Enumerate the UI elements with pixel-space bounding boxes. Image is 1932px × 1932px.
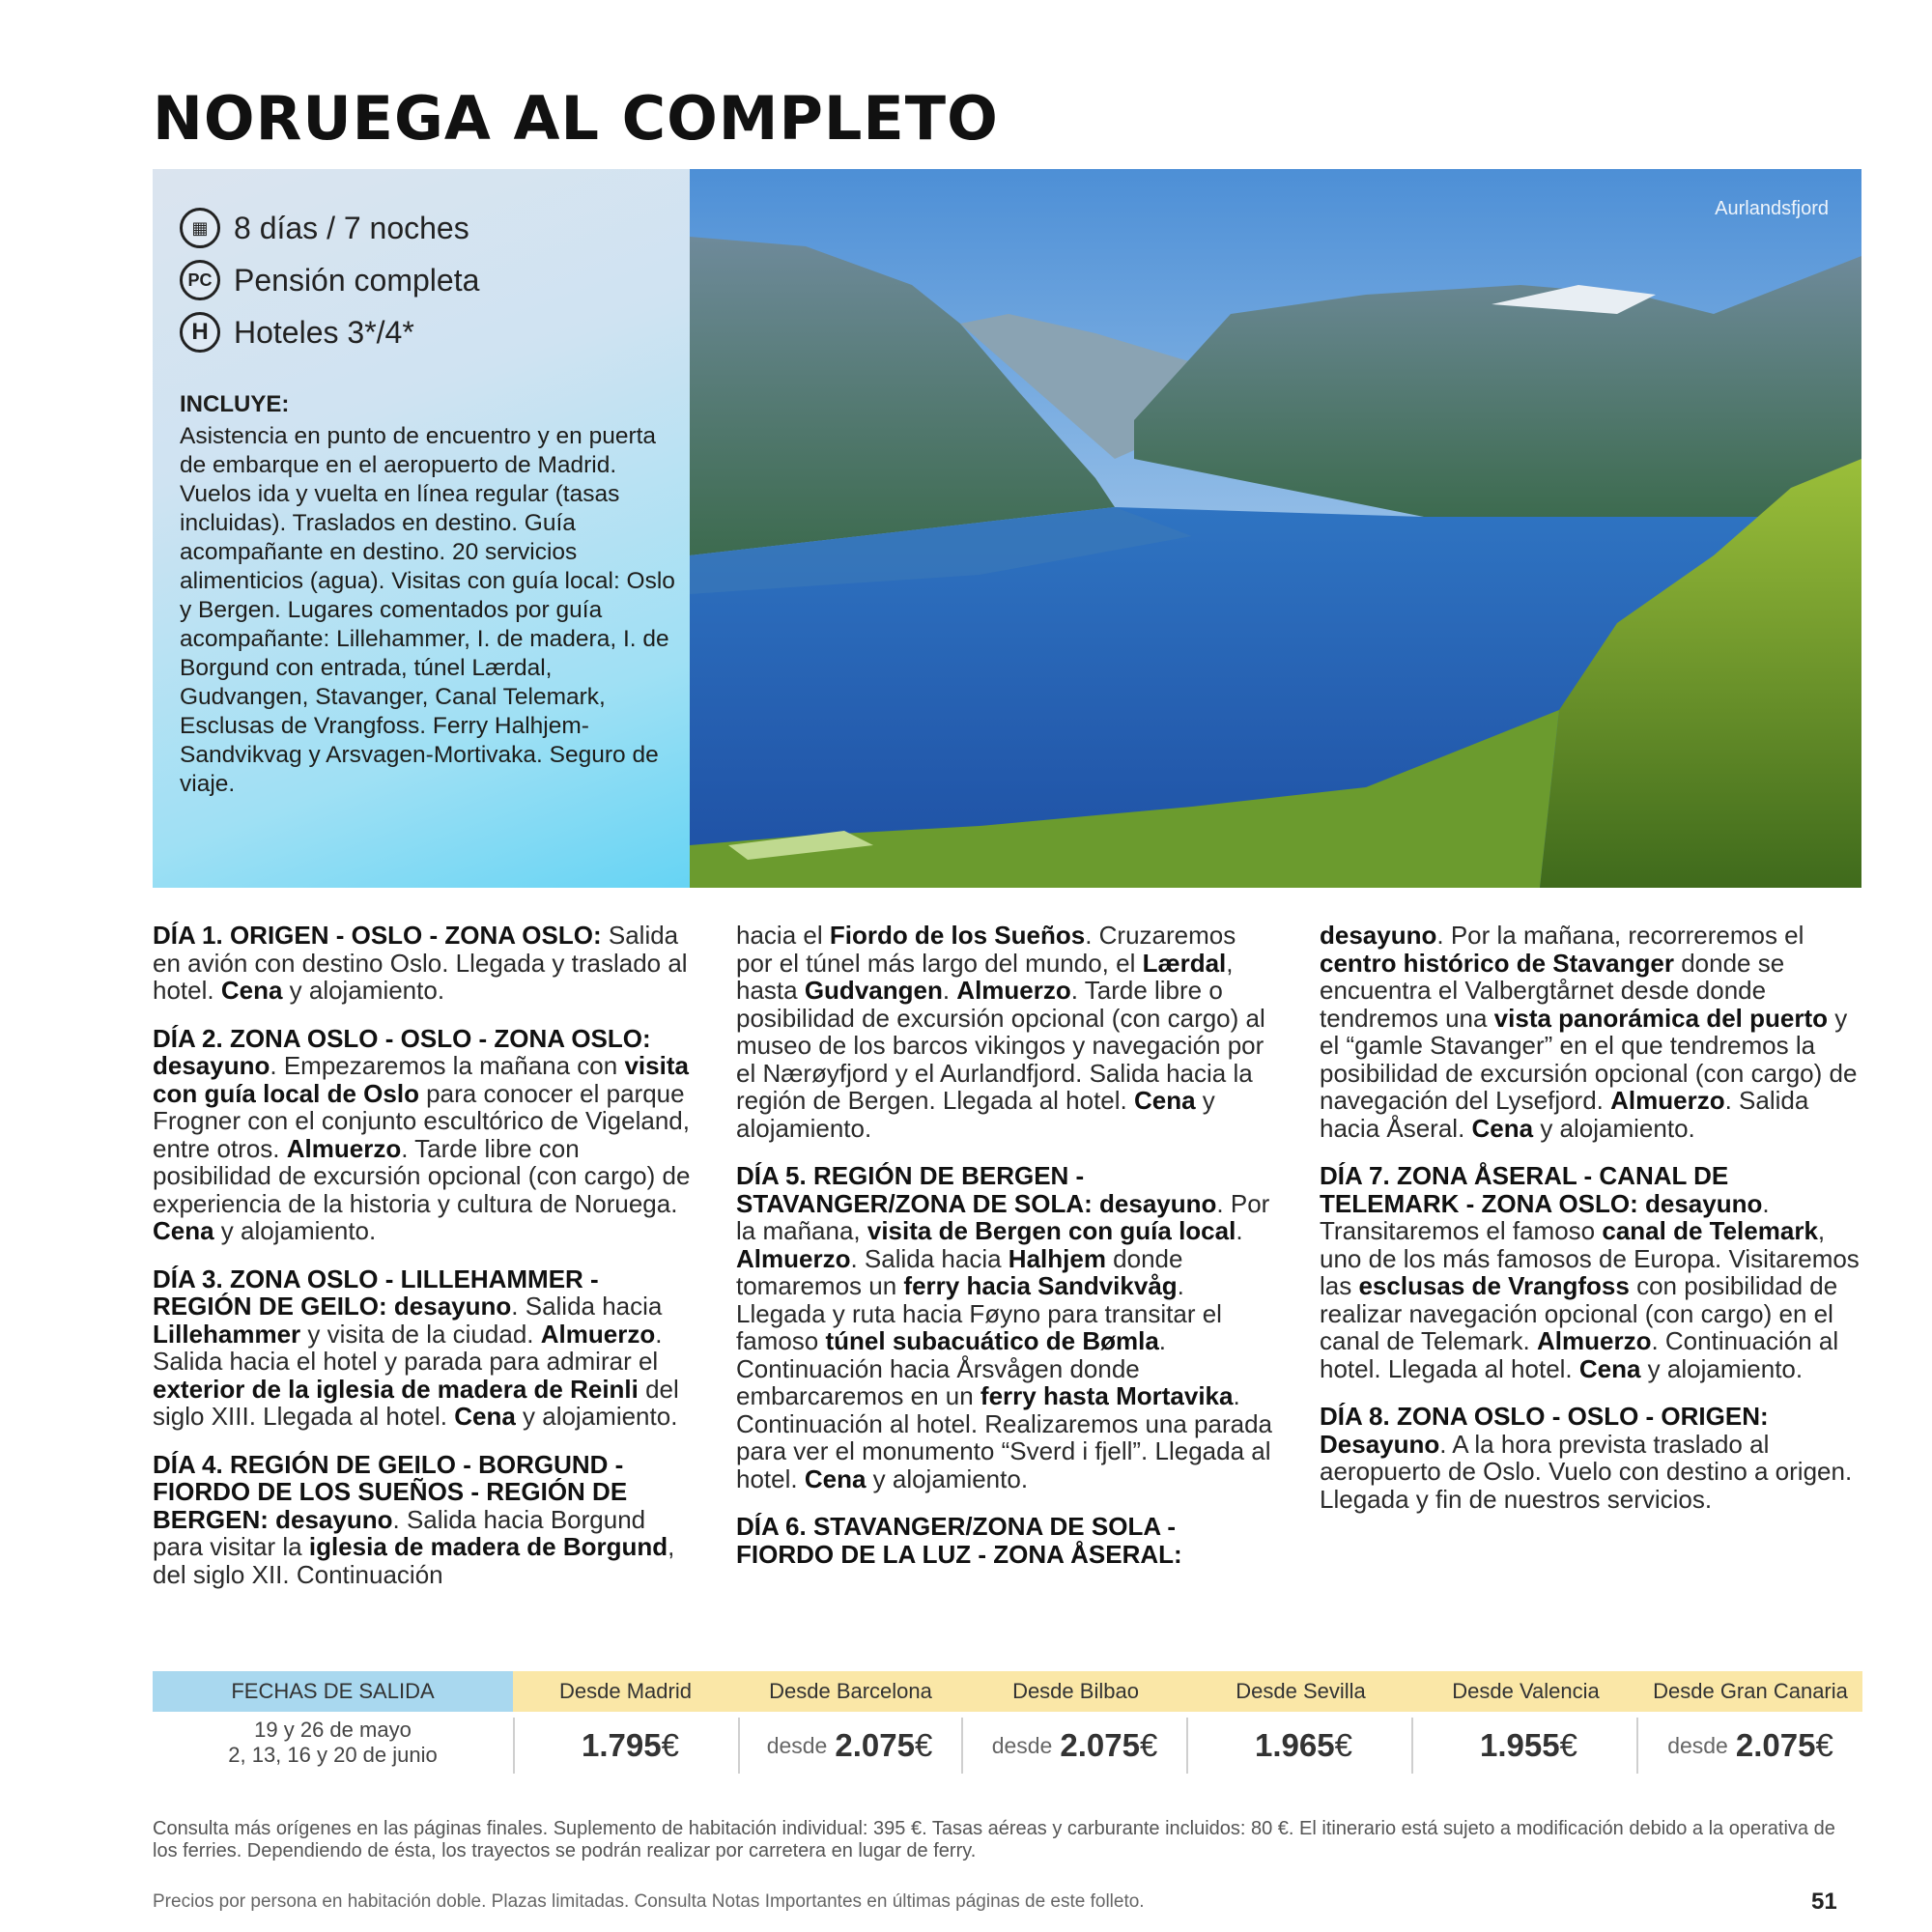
price-value: 1.795 [582,1727,662,1763]
city-header: Desde Bilbao [963,1671,1188,1712]
conditions-note: Consulta más orígenes en las páginas finales. Suplemento de habitación individual: 395 €. Tasas aéreas y carburante incluidos: 80 €. El itinerario está sujeto a modificación debido a la operativa de los ferries. Dependiendo de ésta, los trayectos se podrán realizar por carretera en lugar de ferry. [153,1818,1835,1861]
dates-header: FECHAS DE SALIDA [153,1671,513,1712]
price-value: 2.075 [1060,1727,1140,1763]
calendar-icon: ▦ [180,208,220,248]
price-prefix: desde [991,1732,1053,1758]
feature-hotels [180,312,414,353]
feature-label: Hoteles 3*/4* [234,314,414,350]
price-prefix: desde [766,1732,828,1758]
currency-symbol: € [914,1727,933,1763]
price-cell [738,1718,963,1774]
price-cell [1638,1718,1862,1774]
price-value: 2.075 [835,1727,915,1763]
price-cell [1413,1718,1638,1774]
hotel-icon: H [180,312,220,353]
currency-symbol: € [1815,1727,1833,1763]
trip-info-box [153,169,690,888]
feature-board [180,260,479,300]
dates-line-1: 19 y 26 de mayo [254,1718,412,1742]
city-header: Desde Madrid [513,1671,738,1712]
fjord-illustration [690,169,1861,888]
feature-label: 8 días / 7 noches [234,210,469,245]
photo-caption: Aurlandsfjord [1715,198,1829,219]
city-header: Desde Gran Canaria [1638,1671,1862,1712]
price-value: 2.075 [1735,1727,1816,1763]
itinerary-column-3: desayuno. Por la mañana, recorreremos el centro histórico de Stavanger donde se encuentra el Valbergtårnet desde donde tendremos una vista panorámica del puerto y el “gamle Stavanger” en el que tendremos la posibilidad de excursión opcional (con cargo) de navegación del Lysefjord. Almuerzo. Salida hacia Åseral. Cena y alojamiento. DÍA 7. ZONA ÅSERAL - CANAL DE TELEMARK - ZONA OSLO: desayuno. Transitaremos el famoso canal de Telemark, uno de los más famosos de Europa. Visitaremos las esclusas de Vrangfoss con posibilidad de realizar navegación opcional (con cargo) en el canal de Telemark. Almuerzo. Continuación al hotel. Llegada al hotel. Cena y alojamiento. DÍA 8. ZONA OSLO - OSLO - ORIGEN: Desayuno. A la hora prevista traslado al aeropuerto de Oslo. Vuelo con destino a origen. Llegada y fin de nuestros servicios. [1320,921,1860,1514]
currency-symbol: € [1334,1727,1352,1763]
price-value: 1.965 [1255,1727,1335,1763]
city-header: Desde Barcelona [738,1671,963,1712]
price-prefix: desde [1667,1732,1728,1758]
price-cell [515,1718,740,1774]
feature-label: Pensión completa [234,262,480,298]
currency-symbol: € [661,1727,679,1763]
city-header: Desde Valencia [1413,1671,1638,1712]
feature-duration [180,208,469,248]
dates-line-2: 2, 13, 16 y 20 de junio [228,1743,438,1767]
price-value: 1.955 [1480,1727,1560,1763]
page-number: 51 [1811,1889,1837,1915]
currency-symbol: € [1139,1727,1158,1763]
price-table [153,1671,1862,1777]
itinerary-column-1: DÍA 1. ORIGEN - OSLO - ZONA OSLO: Salida en avión con destino Oslo. Llegada y traslado al hotel. Cena y alojamiento. DÍA 2. ZONA OSLO - OSLO - ZONA OSLO: desayuno. Empezaremos la mañana con visita con guía local de Oslo para conocer el parque Frogner con el conjunto escultórico de Vigeland, entre otros. Almuerzo. Tarde libre con posibilidad de excursión opcional (con cargo) de experiencia de la historia y cultura de Noruega. Cena y alojamiento. DÍA 3. ZONA OSLO - LILLEHAMMER - REGIÓN DE GEILO: desayuno. Salida hacia Lillehammer y visita de la ciudad. Almuerzo. Salida hacia el hotel y parada para admirar el exterior de la iglesia de madera de Reinli del siglo XIII. Llegada al hotel. Cena y alojamiento. DÍA 4. REGIÓN DE GEILO - BORGUND - FIORDO DE LOS SUEÑOS - REGIÓN DE BERGEN: desayuno. Salida hacia Borgund para visitar la iglesia de madera de Borgund, del siglo XII. Continuación [153,921,691,1589]
page-title: NORUEGA AL COMPLETO [153,83,999,154]
includes-text: Asistencia en punto de encuentro y en puerta de embarque en el aeropuerto de Madrid. Vuelos ida y vuelta en línea regular (tasas incluidas). Traslados en destino. Guía acompañante en destino. 20 servicios alimenticios (agua). Visitas con guía local: Oslo y Bergen. Lugares comentados por guía acompañante: Lillehammer, I. de madera, I. de Borgund con entrada, túnel Lærdal, Gudvangen, Stavanger, Canal Telemark, Esclusas de Vrangfoss. Ferry Halhjem-Sandvikvag y Arsvagen-Mortivaka. Seguro de viaje. [180,423,675,797]
city-header: Desde Sevilla [1188,1671,1413,1712]
fjord-photo [690,169,1861,888]
itinerary-column-2: hacia el Fiordo de los Sueños. Cruzaremos por el túnel más largo del mundo, el Lærdal, hasta Gudvangen. Almuerzo. Tarde libre o posibilidad de excursión opcional (con cargo) al museo de los barcos vikingos y navegación por el Nærøyfjord y el Aurlandfjord. Salida hacia la región de Bergen. Llegada al hotel. Cena y alojamiento. DÍA 5. REGIÓN DE BERGEN - STAVANGER/ZONA DE SOLA: desayuno. Por la mañana, visita de Bergen con guía local. Almuerzo. Salida hacia Halhjem donde tomaremos un ferry hacia Sandvikvåg. Llegada y ruta hacia Føyno para transitar el famoso túnel subacuático de Bømla. Continuación hacia Årsvågen donde embarcaremos en un ferry hasta Mortavika. Continuación al hotel. Realizaremos una parada para ver el monumento “Sverd i fjell”. Llegada al hotel. Cena y alojamiento. DÍA 6. STAVANGER/ZONA DE SOLA - FIORDO DE LA LUZ - ZONA ÅSERAL: [736,921,1273,1569]
departure-dates [153,1718,513,1774]
footer-note: Precios por persona en habitación doble. Plazas limitadas. Consulta Notas Importantes en últimas páginas de este folleto. [153,1891,1145,1912]
price-cell [1188,1718,1413,1774]
includes-heading: INCLUYE: [180,391,290,417]
currency-symbol: € [1559,1727,1577,1763]
pc-icon: PC [180,260,220,300]
price-cell [963,1718,1188,1774]
